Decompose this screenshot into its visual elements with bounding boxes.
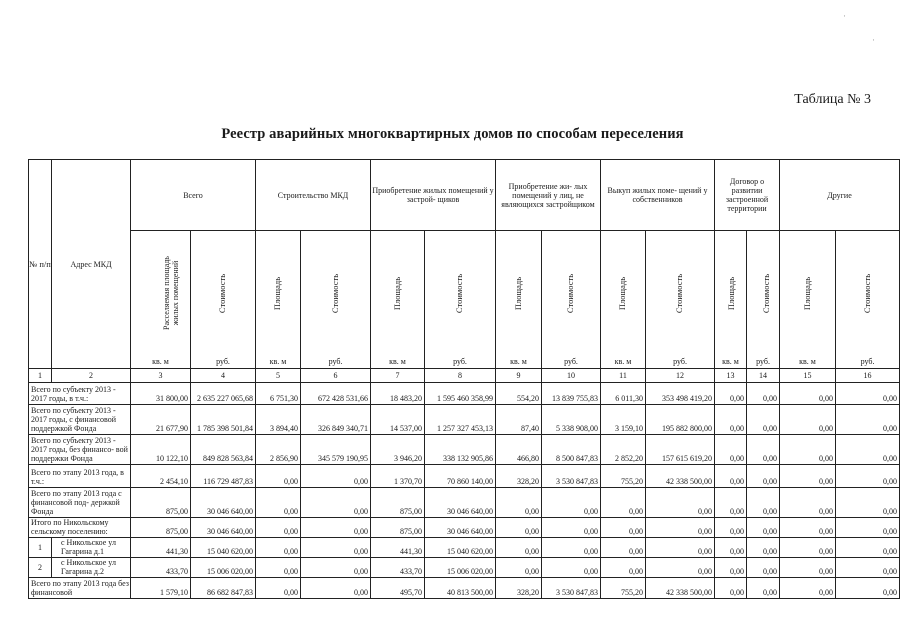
row-address: Всего по этапу 2013 года, в т.ч.: <box>29 465 131 488</box>
cell-value: 2 856,90 <box>256 435 301 465</box>
sub-header-area <box>256 231 301 356</box>
table-label: Таблица № 3 <box>794 92 871 107</box>
header-group-other: Другие <box>780 160 900 231</box>
cell-value: 554,20 <box>496 383 542 405</box>
cell-value: 0,00 <box>747 383 780 405</box>
column-number: 13 <box>715 369 747 383</box>
cell-value: 15 040 620,00 <box>191 538 256 558</box>
sub-header-label: Стоимость <box>674 273 685 313</box>
row-address: Итого по Никольскому сельскому поселению: <box>29 518 131 538</box>
cell-value: 0,00 <box>715 488 747 518</box>
sub-header-label: Площадь <box>272 276 283 310</box>
cell-value: 0,00 <box>646 488 715 518</box>
column-number: 14 <box>747 369 780 383</box>
cell-value: 0,00 <box>715 465 747 488</box>
cell-value: 5 338 908,00 <box>542 405 601 435</box>
cell-value: 0,00 <box>646 558 715 578</box>
cell-value: 1 370,70 <box>371 465 425 488</box>
row-address: Всего по субъекту 2013 - 2017 годы, с финансовой поддержкой Фонда <box>29 405 131 435</box>
cell-value: 2 635 227 065,68 <box>191 383 256 405</box>
cell-value: 18 483,20 <box>371 383 425 405</box>
cell-value: 0,00 <box>836 435 900 465</box>
cell-value: 10 122,10 <box>131 435 191 465</box>
page-title: Реестр аварийных многоквартирных домов по способам переселения <box>221 126 684 142</box>
cell-value: 0,00 <box>780 578 836 599</box>
group-header-row <box>29 160 900 231</box>
cell-value: 3 946,20 <box>371 435 425 465</box>
cell-value: 0,00 <box>256 518 301 538</box>
cell-value: 31 800,00 <box>131 383 191 405</box>
sub-header-cost <box>542 231 601 356</box>
table-body <box>29 383 900 599</box>
cell-value: 1 257 327 453,13 <box>425 405 496 435</box>
cell-value: 0,00 <box>715 405 747 435</box>
sub-header-label: Стоимость <box>565 273 576 313</box>
sub-header-area <box>371 231 425 356</box>
row-address: Всего по этапу 2013 года с финансовой под- держкой Фонда <box>29 488 131 518</box>
sub-header-label: Площадь <box>392 276 402 310</box>
cell-value: 0,00 <box>256 558 301 578</box>
cell-value: 0,00 <box>496 518 542 538</box>
table-row <box>29 538 900 558</box>
cell-value: 13 839 755,83 <box>542 383 601 405</box>
cell-value: 0,00 <box>256 465 301 488</box>
cell-value: 42 338 500,00 <box>646 578 715 599</box>
sub-header-label: Стоимость <box>761 273 772 313</box>
cell-value: 0,00 <box>301 518 371 538</box>
cell-value: 441,30 <box>131 538 191 558</box>
cell-value: 1 595 460 358,99 <box>425 383 496 405</box>
cell-value: 0,00 <box>836 488 900 518</box>
header-group-non-developers: Приобретение жи- лых помещений у лиц, не являющихся застройщиком <box>496 160 601 231</box>
cell-value: 0,00 <box>715 538 747 558</box>
cell-value: 0,00 <box>836 465 900 488</box>
cell-value: 86 682 847,83 <box>191 578 256 599</box>
header-group-total: Всего <box>131 160 256 231</box>
cell-value: 0,00 <box>780 558 836 578</box>
cell-value: 0,00 <box>715 383 747 405</box>
cell-value: 0,00 <box>780 435 836 465</box>
cell-value: 433,70 <box>371 558 425 578</box>
cell-value: 338 132 905,86 <box>425 435 496 465</box>
cell-value: 40 813 500,00 <box>425 578 496 599</box>
cell-value: 0,00 <box>747 578 780 599</box>
sub-header-label: Стоимость <box>217 273 228 313</box>
unit-cell: руб. <box>747 355 780 369</box>
cell-value: 0,00 <box>715 558 747 578</box>
table-row <box>29 383 900 405</box>
cell-value: 0,00 <box>715 518 747 538</box>
column-number: 1 <box>29 369 52 383</box>
sub-header-cost <box>646 231 715 356</box>
header-address: Адрес МКД <box>52 160 131 369</box>
cell-value: 495,70 <box>371 578 425 599</box>
sub-header-row <box>29 231 900 356</box>
cell-value: 0,00 <box>747 538 780 558</box>
column-number: 2 <box>52 369 131 383</box>
header-group-territory: Договор о развитии застроенной территории <box>715 160 780 231</box>
cell-value: 15 040 620,00 <box>425 538 496 558</box>
unit-cell: кв. м <box>256 355 301 369</box>
column-number: 5 <box>256 369 301 383</box>
cell-value: 0,00 <box>747 405 780 435</box>
cell-value: 0,00 <box>301 558 371 578</box>
unit-cell: кв. м <box>496 355 542 369</box>
register-table <box>28 159 900 599</box>
cell-value: 0,00 <box>836 518 900 538</box>
cell-value: 345 579 190,95 <box>301 435 371 465</box>
cell-value: 672 428 531,66 <box>301 383 371 405</box>
cell-value: 0,00 <box>715 435 747 465</box>
cell-value: 0,00 <box>836 538 900 558</box>
row-number: 2 <box>29 558 52 578</box>
cell-value: 0,00 <box>780 488 836 518</box>
unit-cell: руб. <box>646 355 715 369</box>
cell-value: 0,00 <box>496 488 542 518</box>
cell-value: 328,20 <box>496 578 542 599</box>
table-row <box>29 435 900 465</box>
cell-value: 0,00 <box>747 518 780 538</box>
unit-cell: руб. <box>301 355 371 369</box>
cell-value: 30 046 640,00 <box>191 488 256 518</box>
cell-value: 328,20 <box>496 465 542 488</box>
unit-cell: руб. <box>425 355 496 369</box>
sub-header-resettled-area <box>131 231 191 356</box>
unit-cell: кв. м <box>715 355 747 369</box>
cell-value: 0,00 <box>646 518 715 538</box>
cell-value: 0,00 <box>256 488 301 518</box>
cell-value: 0,00 <box>780 405 836 435</box>
cell-value: 755,20 <box>601 578 646 599</box>
cell-value: 326 849 340,71 <box>301 405 371 435</box>
cell-value: 157 615 619,20 <box>646 435 715 465</box>
cell-value: 0,00 <box>601 558 646 578</box>
cell-value: 14 537,00 <box>371 405 425 435</box>
sub-header-area <box>496 231 542 356</box>
cell-value: 42 338 500,00 <box>646 465 715 488</box>
cell-value: 3 159,10 <box>601 405 646 435</box>
sub-header-label: Расселяемая площадь жилых помещений <box>162 256 180 330</box>
unit-row <box>29 355 900 369</box>
header-group-buyout: Выкуп жилых поме- щений у собственников <box>601 160 715 231</box>
cell-value: 441,30 <box>371 538 425 558</box>
scan-mark: · <box>843 11 846 21</box>
cell-value: 875,00 <box>371 518 425 538</box>
unit-cell: кв. м <box>601 355 646 369</box>
unit-cell: кв. м <box>780 355 836 369</box>
cell-value: 353 498 419,20 <box>646 383 715 405</box>
cell-value: 755,20 <box>601 465 646 488</box>
cell-value: 0,00 <box>747 488 780 518</box>
row-address: Всего по субъекту 2013 - 2017 годы, без финансо- вой поддержки Фонда <box>29 435 131 465</box>
cell-value: 0,00 <box>646 538 715 558</box>
cell-value: 0,00 <box>601 538 646 558</box>
table-row <box>29 465 900 488</box>
cell-value: 30 046 640,00 <box>191 518 256 538</box>
sub-header-cost <box>301 231 371 356</box>
scan-mark: · <box>872 35 875 45</box>
cell-value: 0,00 <box>780 465 836 488</box>
cell-value: 70 860 140,00 <box>425 465 496 488</box>
sub-header-label: Стоимость <box>862 273 873 313</box>
cell-value: 0,00 <box>747 435 780 465</box>
cell-value: 0,00 <box>601 488 646 518</box>
cell-value: 0,00 <box>256 578 301 599</box>
cell-value: 0,00 <box>836 405 900 435</box>
cell-value: 116 729 487,83 <box>191 465 256 488</box>
sub-header-label: Стоимость <box>329 273 340 313</box>
cell-value: 0,00 <box>747 465 780 488</box>
cell-value: 0,00 <box>601 518 646 538</box>
cell-value: 0,00 <box>542 558 601 578</box>
cell-value: 6 011,30 <box>601 383 646 405</box>
cell-value: 3 530 847,83 <box>542 578 601 599</box>
cell-value: 0,00 <box>715 578 747 599</box>
cell-value: 2 852,20 <box>601 435 646 465</box>
table-row <box>29 405 900 435</box>
cell-value: 6 751,30 <box>256 383 301 405</box>
cell-value: 15 006 020,00 <box>191 558 256 578</box>
unit-cell: кв. м <box>131 355 191 369</box>
cell-value: 433,70 <box>131 558 191 578</box>
cell-value: 30 046 640,00 <box>425 488 496 518</box>
column-number: 6 <box>301 369 371 383</box>
column-number: 4 <box>191 369 256 383</box>
cell-value: 0,00 <box>542 538 601 558</box>
cell-value: 466,80 <box>496 435 542 465</box>
cell-value: 1 579,10 <box>131 578 191 599</box>
unit-cell: руб. <box>836 355 900 369</box>
column-number: 3 <box>131 369 191 383</box>
unit-cell: руб. <box>191 355 256 369</box>
sub-header-label: Площадь <box>802 276 813 310</box>
cell-value: 3 530 847,83 <box>542 465 601 488</box>
cell-value: 8 500 847,83 <box>542 435 601 465</box>
cell-value: 0,00 <box>301 488 371 518</box>
table-row <box>29 488 900 518</box>
row-address: с Никольское ул Гагарина д.1 <box>52 538 131 558</box>
row-address: с Никольское ул Гагарина д.2 <box>52 558 131 578</box>
sub-header-label: Площадь <box>726 276 737 310</box>
cell-value: 0,00 <box>836 578 900 599</box>
sub-header-label: Площадь <box>617 276 628 310</box>
sub-header-cost <box>747 231 780 356</box>
cell-value: 0,00 <box>301 578 371 599</box>
cell-value: 0,00 <box>780 383 836 405</box>
sub-header-cost <box>425 231 496 356</box>
row-address: Всего по этапу 2013 года без финансовой <box>29 578 131 599</box>
column-number: 10 <box>542 369 601 383</box>
cell-value: 875,00 <box>371 488 425 518</box>
sub-header-area <box>780 231 836 356</box>
cell-value: 875,00 <box>131 488 191 518</box>
cell-value: 0,00 <box>256 538 301 558</box>
column-number: 16 <box>836 369 900 383</box>
row-address: Всего по субъекту 2013 - 2017 годы, в т.ч.: <box>29 383 131 405</box>
cell-value: 849 828 563,84 <box>191 435 256 465</box>
column-number-row <box>29 369 900 383</box>
cell-value: 0,00 <box>747 558 780 578</box>
sub-header-label: Площадь <box>513 276 523 310</box>
column-number: 7 <box>371 369 425 383</box>
column-number: 12 <box>646 369 715 383</box>
row-number: 1 <box>29 538 52 558</box>
cell-value: 0,00 <box>301 465 371 488</box>
cell-value: 0,00 <box>542 488 601 518</box>
table-row <box>29 558 900 578</box>
cell-value: 87,40 <box>496 405 542 435</box>
cell-value: 0,00 <box>496 558 542 578</box>
unit-cell: руб. <box>542 355 601 369</box>
column-number: 9 <box>496 369 542 383</box>
cell-value: 2 454,10 <box>131 465 191 488</box>
table-row <box>29 518 900 538</box>
sub-header-cost <box>836 231 900 356</box>
cell-value: 0,00 <box>496 538 542 558</box>
cell-value: 195 882 800,00 <box>646 405 715 435</box>
unit-cell: кв. м <box>371 355 425 369</box>
cell-value: 1 785 398 501,84 <box>191 405 256 435</box>
cell-value: 0,00 <box>836 558 900 578</box>
cell-value: 3 894,40 <box>256 405 301 435</box>
cell-value: 15 006 020,00 <box>425 558 496 578</box>
cell-value: 21 677,90 <box>131 405 191 435</box>
column-number: 15 <box>780 369 836 383</box>
header-no: № п/п <box>29 160 52 369</box>
cell-value: 0,00 <box>836 383 900 405</box>
column-number: 8 <box>425 369 496 383</box>
cell-value: 0,00 <box>301 538 371 558</box>
sub-header-label: Стоимость <box>454 273 465 313</box>
sub-header-area <box>715 231 747 356</box>
cell-value: 0,00 <box>780 518 836 538</box>
cell-value: 875,00 <box>131 518 191 538</box>
cell-value: 30 046 640,00 <box>425 518 496 538</box>
header-group-developers: Приобретение жилых помещений у застрой- щиков <box>371 160 496 231</box>
cell-value: 0,00 <box>542 518 601 538</box>
table-row <box>29 578 900 599</box>
sub-header-area <box>601 231 646 356</box>
column-number: 11 <box>601 369 646 383</box>
cell-value: 0,00 <box>780 538 836 558</box>
header-group-construction: Строительство МКД <box>256 160 371 231</box>
sub-header-cost <box>191 231 256 356</box>
